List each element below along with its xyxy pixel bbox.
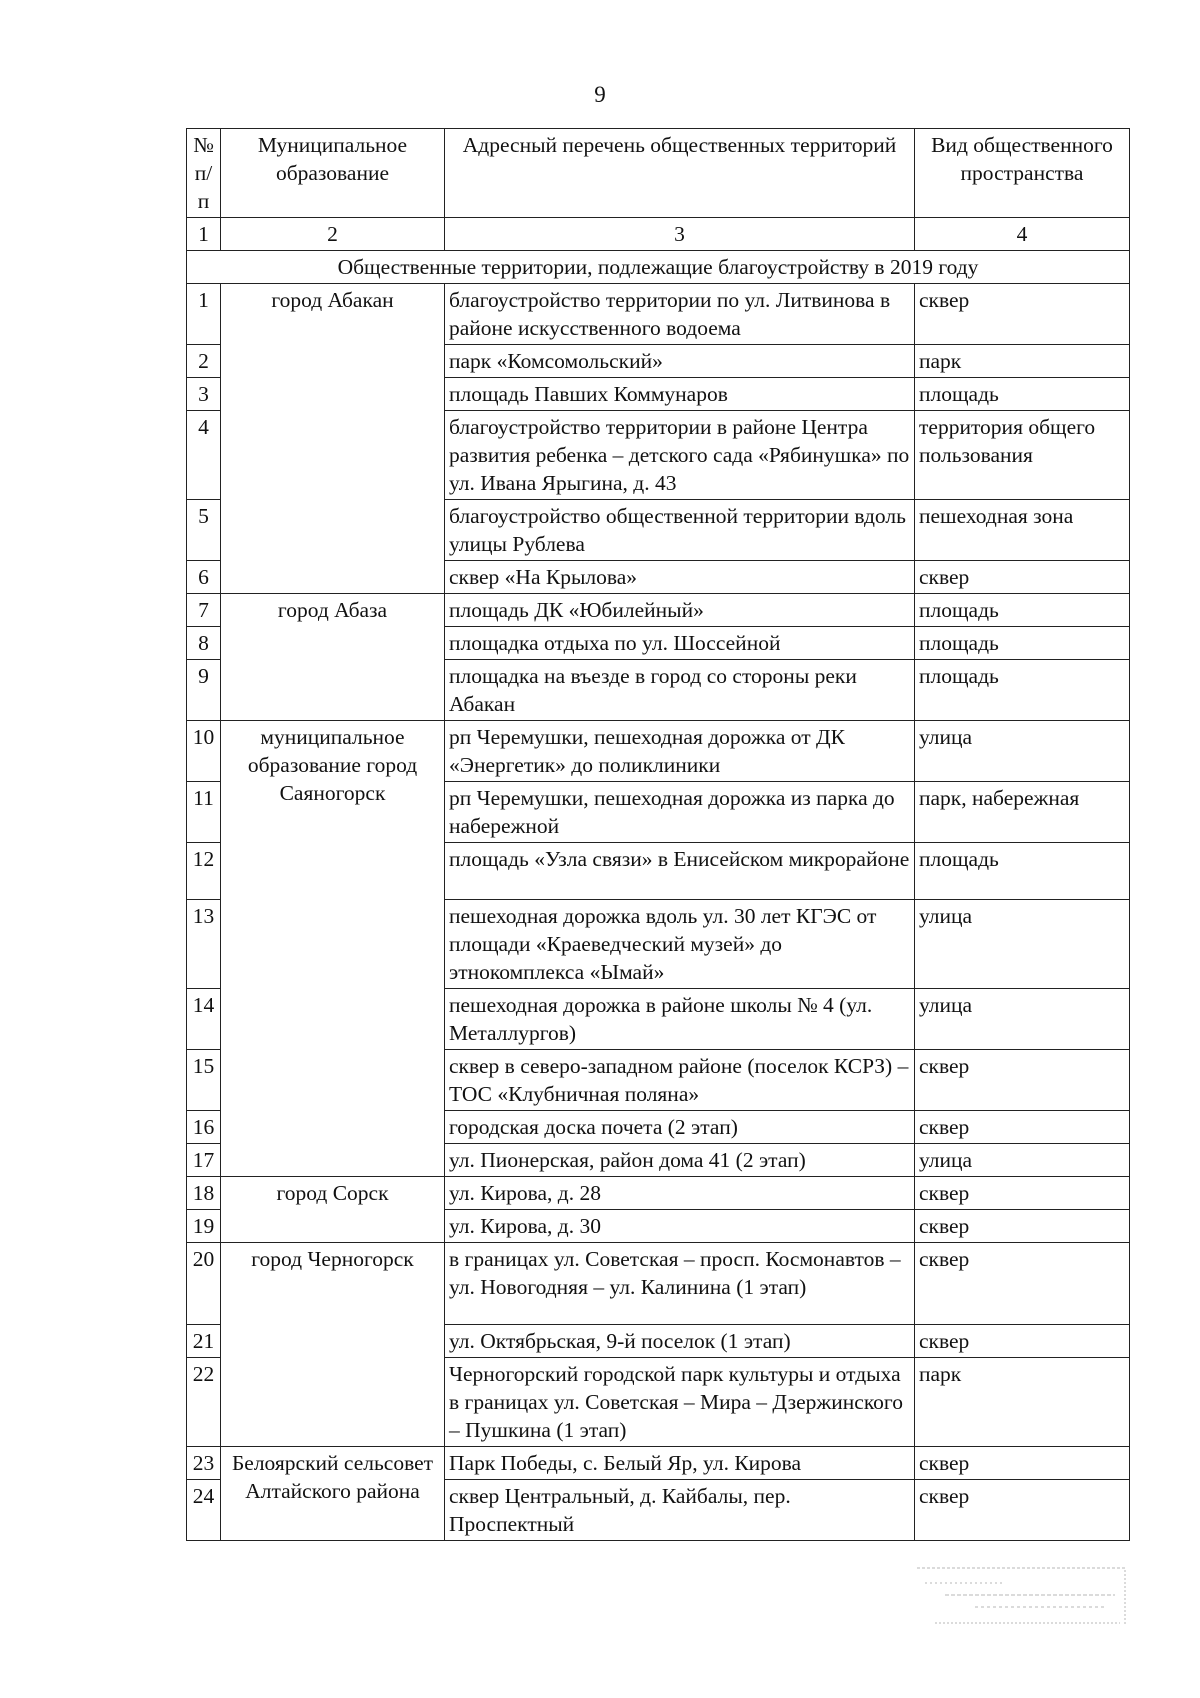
column-number: 2 <box>221 218 445 251</box>
territories-table <box>186 128 1130 1541</box>
row-number: 13 <box>187 900 221 989</box>
address-cell: площадь «Узла связи» в Енисейском микрорайоне <box>445 843 915 900</box>
municipality-name: город Абаза <box>221 594 445 721</box>
row-number: 18 <box>187 1177 221 1210</box>
space-kind-cell: сквер <box>915 561 1130 594</box>
row-number: 17 <box>187 1144 221 1177</box>
municipality-name: город Черногорск <box>221 1243 445 1447</box>
space-kind-cell: площадь <box>915 660 1130 721</box>
municipality-name: город Сорск <box>221 1177 445 1243</box>
address-cell: площадь Павших Коммунаров <box>445 378 915 411</box>
section-row <box>187 251 1130 284</box>
space-kind-cell: сквер <box>915 1480 1130 1541</box>
municipality-name: город Абакан <box>221 284 445 594</box>
address-cell: сквер «На Крылова» <box>445 561 915 594</box>
header-kind: Вид общественного пространства <box>915 129 1130 218</box>
municipality-name: муниципальное образование город Саяногорск <box>221 721 445 1177</box>
row-number: 3 <box>187 378 221 411</box>
row-number: 19 <box>187 1210 221 1243</box>
address-cell: сквер Центральный, д. Кайбалы, пер. Проспектный <box>445 1480 915 1541</box>
address-cell: пешеходная дорожка вдоль ул. 30 лет КГЭС от площади «Краеведческий музей» до этнокомплекса «Ымай» <box>445 900 915 989</box>
address-cell: ул. Октябрьская, 9-й поселок (1 этап) <box>445 1325 915 1358</box>
address-cell: городская доска почета (2 этап) <box>445 1111 915 1144</box>
column-number: 3 <box>445 218 915 251</box>
address-cell: площадка отдыха по ул. Шоссейной <box>445 627 915 660</box>
table-row <box>187 594 1130 627</box>
table-row <box>187 284 1130 345</box>
space-kind-cell: улица <box>915 900 1130 989</box>
address-cell: ул. Кирова, д. 28 <box>445 1177 915 1210</box>
row-number: 22 <box>187 1358 221 1447</box>
row-number: 24 <box>187 1480 221 1541</box>
row-number: 8 <box>187 627 221 660</box>
space-kind-cell: территория общего пользования <box>915 411 1130 500</box>
page-number: 9 <box>594 82 606 107</box>
registration-stamp-image <box>915 1565 1129 1629</box>
row-number: 4 <box>187 411 221 500</box>
table-row <box>187 1177 1130 1210</box>
address-cell: площадь ДК «Юбилейный» <box>445 594 915 627</box>
row-number: 23 <box>187 1447 221 1480</box>
row-number: 9 <box>187 660 221 721</box>
address-cell: благоустройство общественной территории вдоль улицы Рублева <box>445 500 915 561</box>
row-number: 12 <box>187 843 221 900</box>
row-number: 10 <box>187 721 221 782</box>
row-number: 16 <box>187 1111 221 1144</box>
space-kind-cell: сквер <box>915 1447 1130 1480</box>
row-number: 21 <box>187 1325 221 1358</box>
space-kind-cell: площадь <box>915 843 1130 900</box>
municipality-name: Белоярский сельсовет Алтайского района <box>221 1447 445 1541</box>
address-cell: благоустройство территории по ул. Литвинова в районе искусственного водоема <box>445 284 915 345</box>
row-number: 14 <box>187 989 221 1050</box>
row-number: 11 <box>187 782 221 843</box>
header-row <box>187 129 1130 218</box>
table-row <box>187 1447 1130 1480</box>
space-kind-cell: парк <box>915 1358 1130 1447</box>
space-kind-cell: площадь <box>915 627 1130 660</box>
space-kind-cell: улица <box>915 1144 1130 1177</box>
space-kind-cell: улица <box>915 989 1130 1050</box>
address-cell: Парк Победы, с. Белый Яр, ул. Кирова <box>445 1447 915 1480</box>
address-cell: сквер в северо-западном районе (поселок КСРЗ) – ТОС «Клубничная поляна» <box>445 1050 915 1111</box>
header-municipality: Муниципальное образование <box>221 129 445 218</box>
space-kind-cell: сквер <box>915 1210 1130 1243</box>
address-cell: ул. Пионерская, район дома 41 (2 этап) <box>445 1144 915 1177</box>
address-cell: рп Черемушки, пешеходная дорожка от ДК «Энергетик» до поликлиники <box>445 721 915 782</box>
table-row <box>187 721 1130 782</box>
row-number: 20 <box>187 1243 221 1325</box>
row-number: 5 <box>187 500 221 561</box>
row-number: 2 <box>187 345 221 378</box>
space-kind-cell: парк, набережная <box>915 782 1130 843</box>
space-kind-cell: сквер <box>915 1177 1130 1210</box>
header-address: Адресный перечень общественных территорий <box>445 129 915 218</box>
space-kind-cell: сквер <box>915 1243 1130 1325</box>
address-cell: благоустройство территории в районе Центра развития ребенка – детского сада «Рябинушка» по ул. Ивана Ярыгина, д. 43 <box>445 411 915 500</box>
address-cell: Черногорский городской парк культуры и отдыха в границах ул. Советская – Мира – Дзержинского – Пушкина (1 этап) <box>445 1358 915 1447</box>
row-number: 6 <box>187 561 221 594</box>
column-number: 1 <box>187 218 221 251</box>
address-cell: в границах ул. Советская – просп. Космонавтов – ул. Новогодняя – ул. Калинина (1 этап) <box>445 1243 915 1325</box>
column-number-row <box>187 218 1130 251</box>
row-number: 7 <box>187 594 221 627</box>
space-kind-cell: сквер <box>915 284 1130 345</box>
section-title: Общественные территории, подлежащие благоустройству в 2019 году <box>187 251 1130 284</box>
table-body <box>187 284 1130 1541</box>
space-kind-cell: улица <box>915 721 1130 782</box>
row-number: 1 <box>187 284 221 345</box>
space-kind-cell: площадь <box>915 378 1130 411</box>
header-number: № п/п <box>187 129 221 218</box>
row-number: 15 <box>187 1050 221 1111</box>
space-kind-cell: сквер <box>915 1325 1130 1358</box>
space-kind-cell: сквер <box>915 1050 1130 1111</box>
address-cell: рп Черемушки, пешеходная дорожка из парка до набережной <box>445 782 915 843</box>
column-number: 4 <box>915 218 1130 251</box>
address-cell: пешеходная дорожка в районе школы № 4 (ул. Металлургов) <box>445 989 915 1050</box>
address-cell: ул. Кирова, д. 30 <box>445 1210 915 1243</box>
space-kind-cell: пешеходная зона <box>915 500 1130 561</box>
address-cell: парк «Комсомольский» <box>445 345 915 378</box>
space-kind-cell: парк <box>915 345 1130 378</box>
address-cell: площадка на въезде в город со стороны реки Абакан <box>445 660 915 721</box>
space-kind-cell: площадь <box>915 594 1130 627</box>
table-row <box>187 1243 1130 1325</box>
space-kind-cell: сквер <box>915 1111 1130 1144</box>
